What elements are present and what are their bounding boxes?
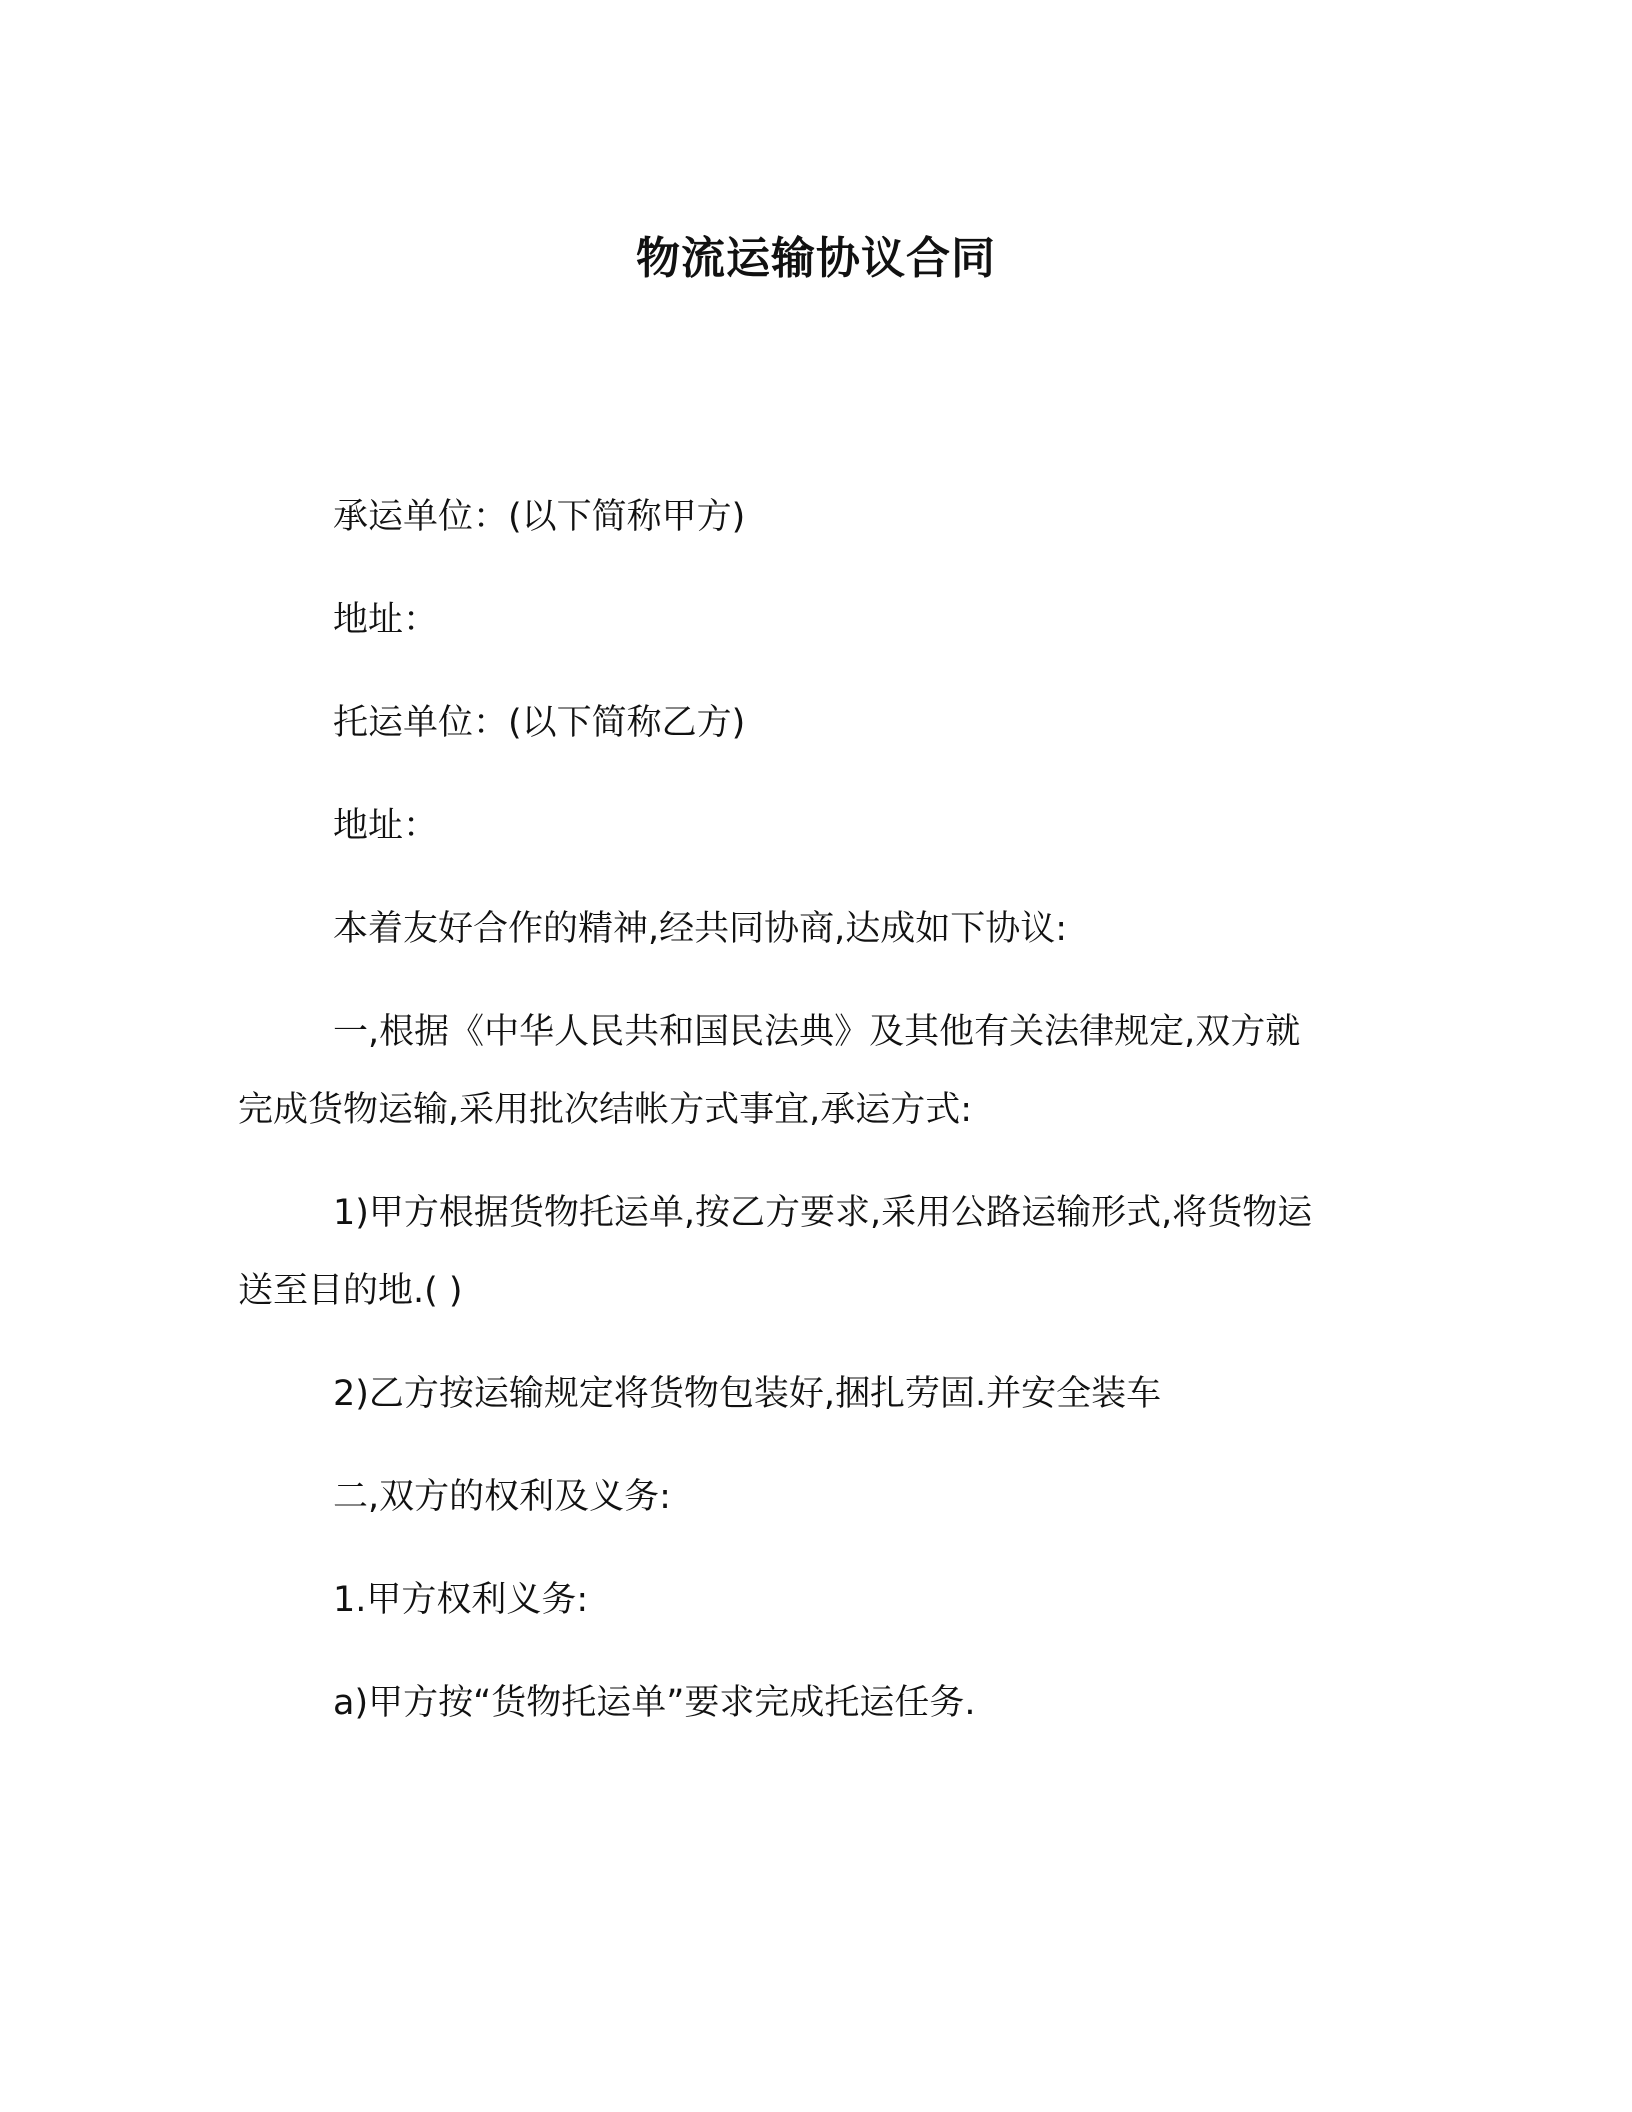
clause-1-item-1-line-2: 送至目的地.( ) <box>238 1271 463 1311</box>
shipper-address-line: 地址： <box>333 806 439 846</box>
clause-2-heading: 二,双方的权利及义务: <box>333 1477 671 1517</box>
party-a-rights-item-a: a)甲方按“货物托运单”要求完成托运任务. <box>333 1683 976 1723</box>
party-a-rights-heading: 1.甲方权利义务: <box>333 1580 589 1620</box>
carrier-address-line: 地址： <box>333 600 439 640</box>
preamble-line: 本着友好合作的精神,经共同协商,达成如下协议: <box>333 909 1068 949</box>
clause-1-line-1: 一,根据《中华人民共和国民法典》及其他有关法律规定,双方就 <box>333 1012 1301 1052</box>
carrier-line: 承运单位：(以下简称甲方) <box>333 497 746 537</box>
document-title: 物流运输协议合同 <box>636 233 996 284</box>
clause-1-item-1-line-1: 1)甲方根据货物托运单,按乙方要求,采用公路运输形式,将货物运 <box>333 1193 1313 1233</box>
shipper-line: 托运单位：(以下简称乙方) <box>333 703 746 743</box>
clause-1-item-2: 2)乙方按运输规定将货物包装好,捆扎劳固.并安全装车 <box>333 1374 1162 1414</box>
clause-1-line-2: 完成货物运输,采用批次结帐方式事宜,承运方式: <box>238 1090 973 1130</box>
